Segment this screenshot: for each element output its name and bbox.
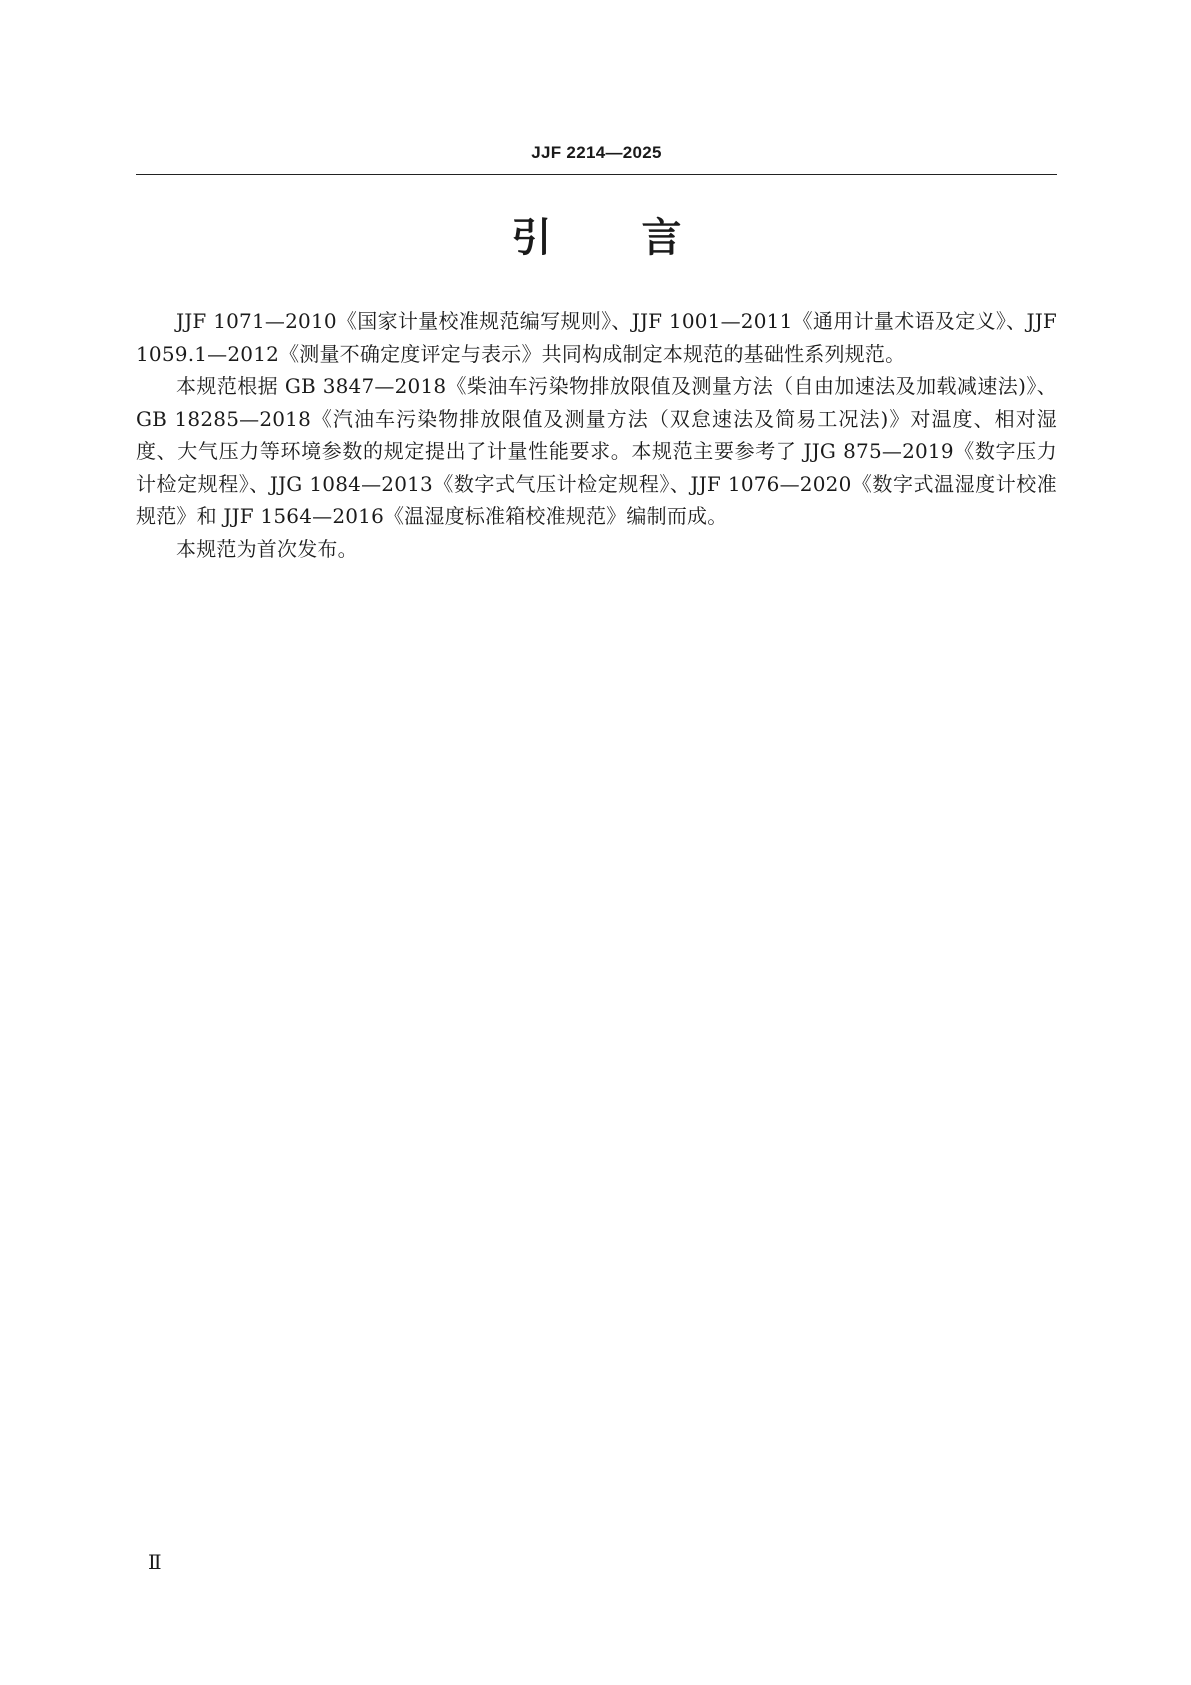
page-number: Ⅱ [148,1550,162,1574]
header-divider [136,174,1057,175]
title-char-1: 引 [511,215,552,261]
page-header-standard-code: JJF 2214—2025 [531,143,662,162]
paragraph-basis-standards: JJF 1071—2010《国家计量校准规范编写规则》、JJF 1001—2011《通用计量术语及定义》、JJF 1059.1—2012《测量不确定度评定与表示》共同构成制定本规范的基础性系列规范。 [136,309,1057,366]
title-char-2: 言 [641,215,682,261]
paragraph-first-release: 本规范为首次发布。 [176,536,358,561]
paragraph-references: 本规范根据 GB 3847—2018《柴油车污染物排放限值及测量方法（自由加速法及加载减速法)》、GB 18285—2018《汽油车污染物排放限值及测量方法（双怠速法及简易工况法)》对温度、相对湿度、大气压力等环境参数的规定提出了计量性能要求。本规范主要参考了 JJG 875—2019《数字压力计检定规程》、JJG 1084—2013《数字式气压计检定规程》、JJF 1076—2020《数字式温湿度计校准规范》和 JJF 1564—2016《温湿度标准箱校准规范》编制而成。 [136,374,1057,528]
introduction-body [136,305,1057,565]
page-title [136,215,1057,261]
